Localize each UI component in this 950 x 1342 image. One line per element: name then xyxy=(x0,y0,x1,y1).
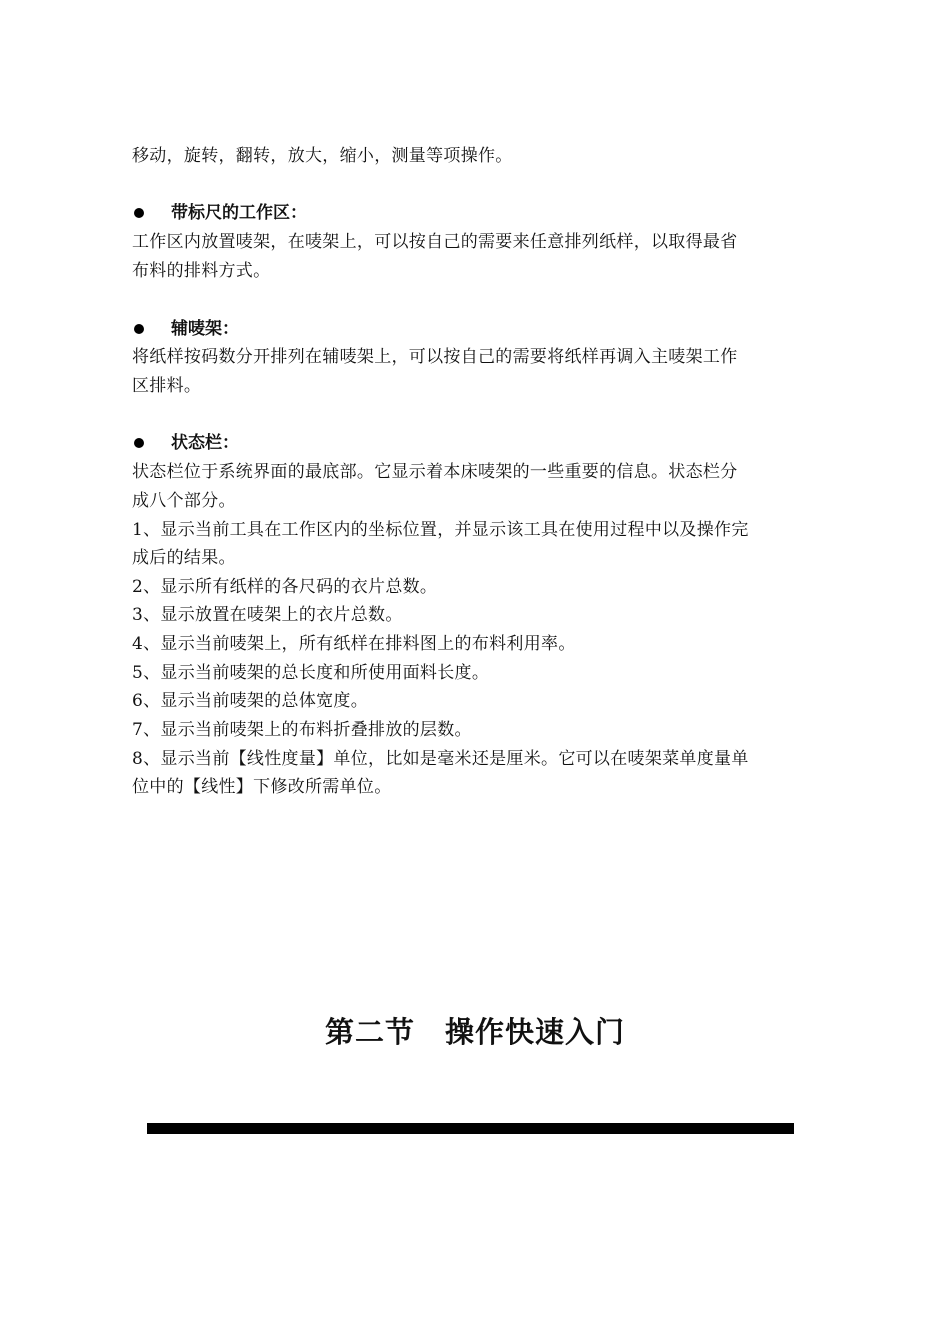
heading-workspace xyxy=(132,202,307,224)
status-bar-text-line: 2、显示所有纸样的各尺码的衣片总数。 xyxy=(132,577,438,597)
heavy-divider xyxy=(147,1123,794,1134)
bullet-icon xyxy=(134,208,144,218)
heading-aux-marker-label: 辅唛架： xyxy=(171,319,239,339)
heading-workspace-label: 带标尺的工作区： xyxy=(171,203,307,223)
aux-marker-text-line: 区排料。 xyxy=(132,376,202,396)
workspace-text-line: 工作区内放置唛架，在唛架上，可以按自己的需要来任意排列纸样，以取得最省 xyxy=(132,232,738,252)
status-bar-text-line: 4、显示当前唛架上，所有纸样在排料图上的布料利用率。 xyxy=(132,634,576,654)
status-bar-text-line: 状态栏位于系统界面的最底部。它显示着本床唛架的一些重要的信息。状态栏分 xyxy=(132,462,738,482)
heading-status-bar-label: 状态栏： xyxy=(171,433,239,453)
status-bar-text-line: 1、显示当前工具在工作区内的坐标位置，并显示该工具在使用过程中以及操作完 xyxy=(132,520,749,540)
bullet-icon xyxy=(134,324,144,334)
status-bar-text-line: 成八个部分。 xyxy=(132,491,236,511)
status-bar-text-line: 7、显示当前唛架上的布料折叠排放的层数。 xyxy=(132,720,472,740)
status-bar-text-line: 8、显示当前【线性度量】单位，比如是毫米还是厘米。它可以在唛架菜单度量单 xyxy=(132,749,749,769)
status-bar-text-line: 成后的结果。 xyxy=(132,548,236,568)
heading-aux-marker xyxy=(132,318,239,340)
status-bar-text-line: 3、显示放置在唛架上的衣片总数。 xyxy=(132,605,403,625)
workspace-text-line: 布料的排料方式。 xyxy=(132,261,271,281)
bullet-icon xyxy=(134,438,144,448)
heading-status-bar xyxy=(132,432,239,454)
intro-text: 移动，旋转，翻转，放大，缩小，测量等项操作。 xyxy=(132,146,513,166)
section-title: 第二节 操作快速入门 xyxy=(324,1015,625,1049)
status-bar-text-line: 6、显示当前唛架的总体宽度。 xyxy=(132,691,369,711)
status-bar-text-line: 5、显示当前唛架的总长度和所使用面料长度。 xyxy=(132,663,490,683)
status-bar-text-line: 位中的【线性】下修改所需单位。 xyxy=(132,777,392,797)
aux-marker-text-line: 将纸样按码数分开排列在辅唛架上，可以按自己的需要将纸样再调入主唛架工作 xyxy=(132,347,738,367)
